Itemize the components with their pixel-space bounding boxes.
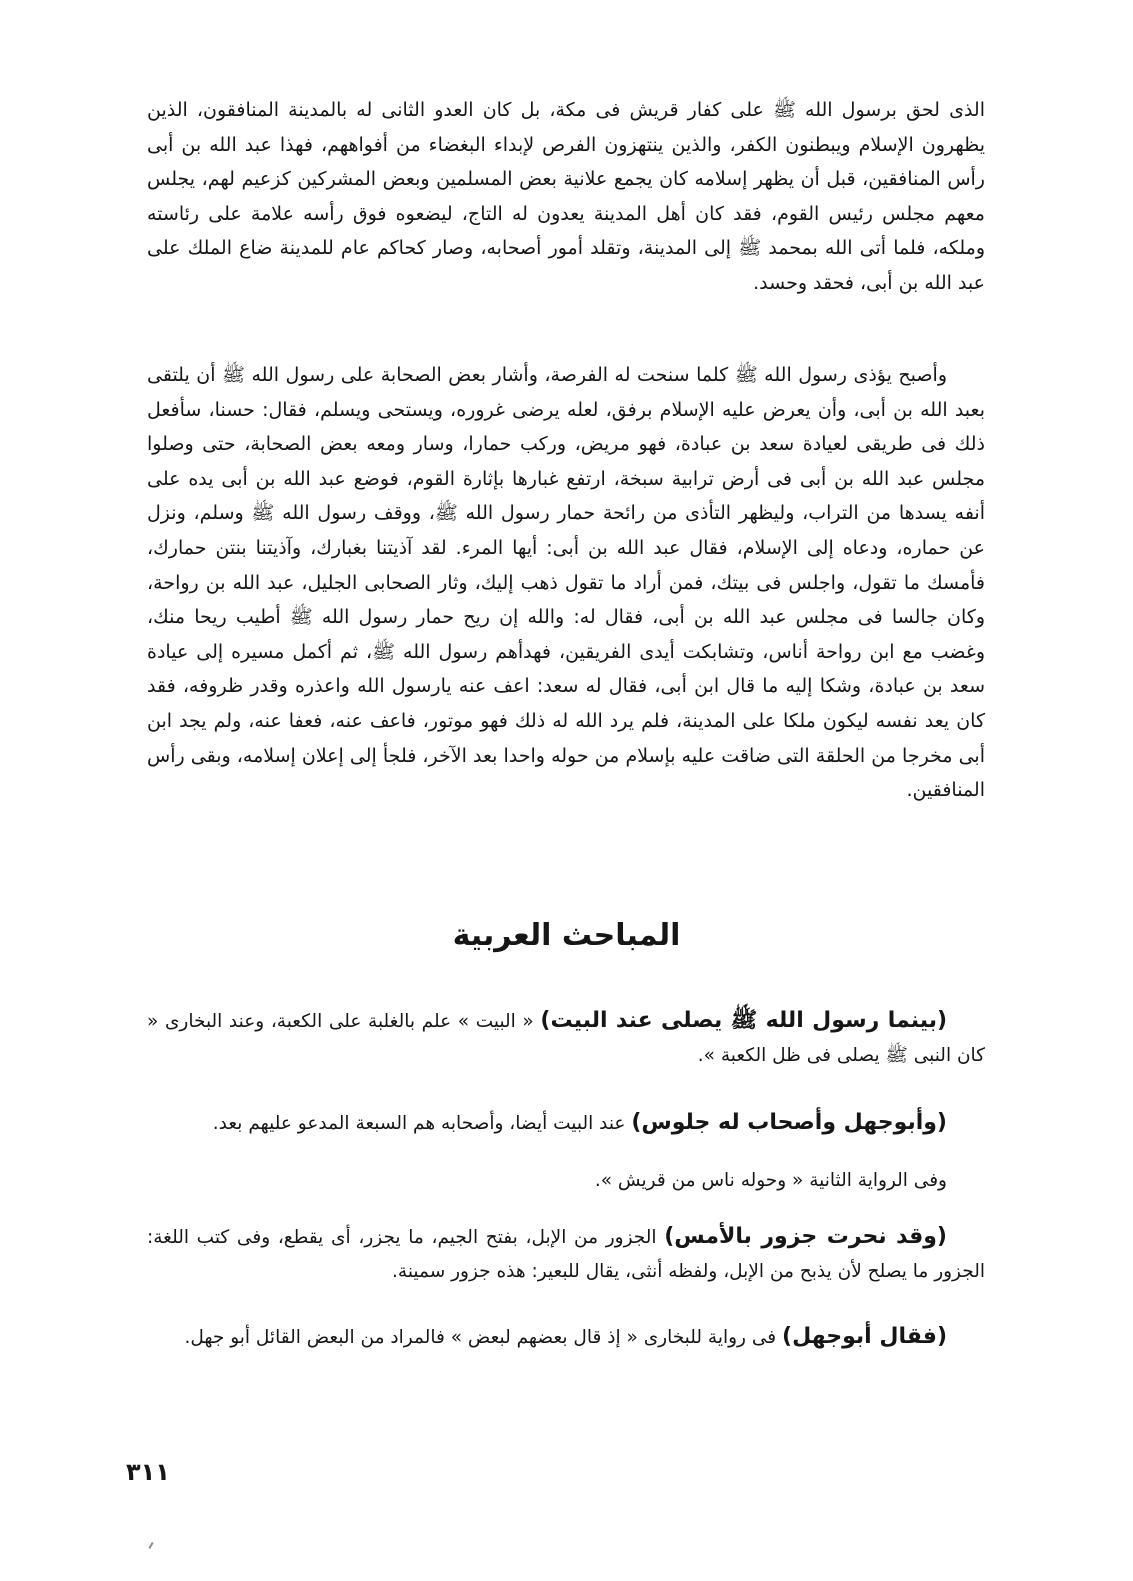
body-paragraph: وأصبح يؤذى رسول الله ﷺ كلما سنحت له الفرصة، وأشار بعض الصحابة على رسول الله ﷺ أن يلتقى بعبد الله بن أبى، وأن يعرض عليه الإسلام برفق، لعله يرضى غروره، ويستحى ويسلم، فقال: حسنا، سأفعل ذلك فى طريقى لعيادة سعد بن عبادة، فهو مريض، وركب حمارا، وسار ومعه بعض الصحابة، حتى وصلوا مجلس عبد الله بن أبى فى أرض ترابية سبخة، ارتفع غبارها بإثارة القوم، فوضع عبد الله بن أبى يده على أنفه يسدها من التراب، وليظهر التأذى من رائحة حمار رسول الله ﷺ، ووقف رسول الله ﷺ وسلم، ونزل عن حماره، ودعاه إلى الإسلام، فقال عبد الله بن أبى: أيها المرء. لقد آذيتنا بغبارك، وآذيتنا بنتن حمارك، فأمسك ما تقول، واجلس فى بيتك، فمن أراد ما تقول ذهب إليك، وثار الصحابى الجليل، عبد الله بن رواحة، وكان جالسا فى مجلس عبد الله بن أبى، فقال له: والله إن ريح حمار رسول الله ﷺ أطيب ريحا منك، وغضب مع ابن رواحة أناس، وتشابكت أيدى الفريقين، فهدأهم رسول الله ﷺ، ثم أكمل مسيره إلى عيادة سعد بن عبادة، وشكا إليه ما قال ابن أبى، فقال له سعد: اعف عنه يارسول الله واعذره وقدر ظروفه، فقد كان يعد نفسه ليكون ملكا على المدينة، فلم يرد الله له ذلك فهو موتور، فاعف عنه، فعفا عنه، ولم يجد ابن أبى مخرجا من الحلقة التى ضاقت عليه بإسلام من حوله واحدا بعد الآخر، فلجأ إلى إعلان إسلامه، وبقى رأس المنافقين. (147, 364, 985, 802)
glossary-explanation: عند البيت أيضا، وأصحابه هم السبعة المدعو عليهم بعد. (212, 1113, 626, 1134)
page-number: ٣١١ (126, 1458, 170, 1486)
glossary-note (147, 1164, 985, 1198)
section-heading: المباحث العربية (452, 918, 681, 953)
glossary-note (147, 1320, 985, 1355)
glossary-term: (فقال أبوجهل) (782, 1324, 947, 1349)
glossary-explanation: وفى الرواية الثانية « وحوله ناس من قريش ». (594, 1170, 947, 1191)
glossary-note (147, 1220, 985, 1289)
scan-speck (148, 1542, 153, 1549)
body-paragraph: الذى لحق برسول الله ﷺ على كفار قريش فى مكة، بل كان العدو الثانى له بالمدينة المنافقون، الذين يظهرون الإسلام ويبطنون الكفر، والذين ينتهزون الفرص لإبداء البغضاء من أفواههم، فهذا عبد الله بن أبى رأس المنافقين، قبل أن يظهر إسلامه كان يجمع علانية بعض المسلمين وبعض المشركين كزعيم لهم، يجلس معهم مجلس رئيس القوم، فقد كان أهل المدينة يعدون له التاج، ليضعوه فوق رأسه علامة على رئاسته وملكه، فلما أتى الله بمحمد ﷺ إلى المدينة، وتقلد أمور أصحابه، وصار كحاكم عام للمدينة ضاع الملك على عبد الله بن أبى، فحقد وحسد. (147, 99, 985, 294)
glossary-term: (وقد نحرت جزور بالأمس) (664, 1224, 947, 1249)
glossary-note (147, 1106, 985, 1141)
glossary-explanation: الجزور من الإبل، بفتح الجيم، ما يجزر، أى يقطع، وفى كتب اللغة: الجزور ما يصلح لأن يذبح من الإبل، ولفظه أنثى، يقال للبعير: هذه جزور سمينة. (147, 1227, 985, 1282)
glossary-note (147, 1004, 985, 1073)
glossary-explanation: فى رواية للبخارى « إذ قال بعضهم لبعض » فالمراد من البعض القائل أبو جهل. (184, 1327, 777, 1348)
glossary-term: (بينما رسول الله ﷺ يصلى عند البيت) (540, 1008, 948, 1033)
glossary-term: (وأبوجهل وأصحاب له جلوس) (631, 1110, 947, 1135)
glossary-explanation: « البيت » علم بالغلبة على الكعبة، وعند البخارى « كان النبى ﷺ يصلى فى ظل الكعبة ». (147, 1011, 985, 1066)
